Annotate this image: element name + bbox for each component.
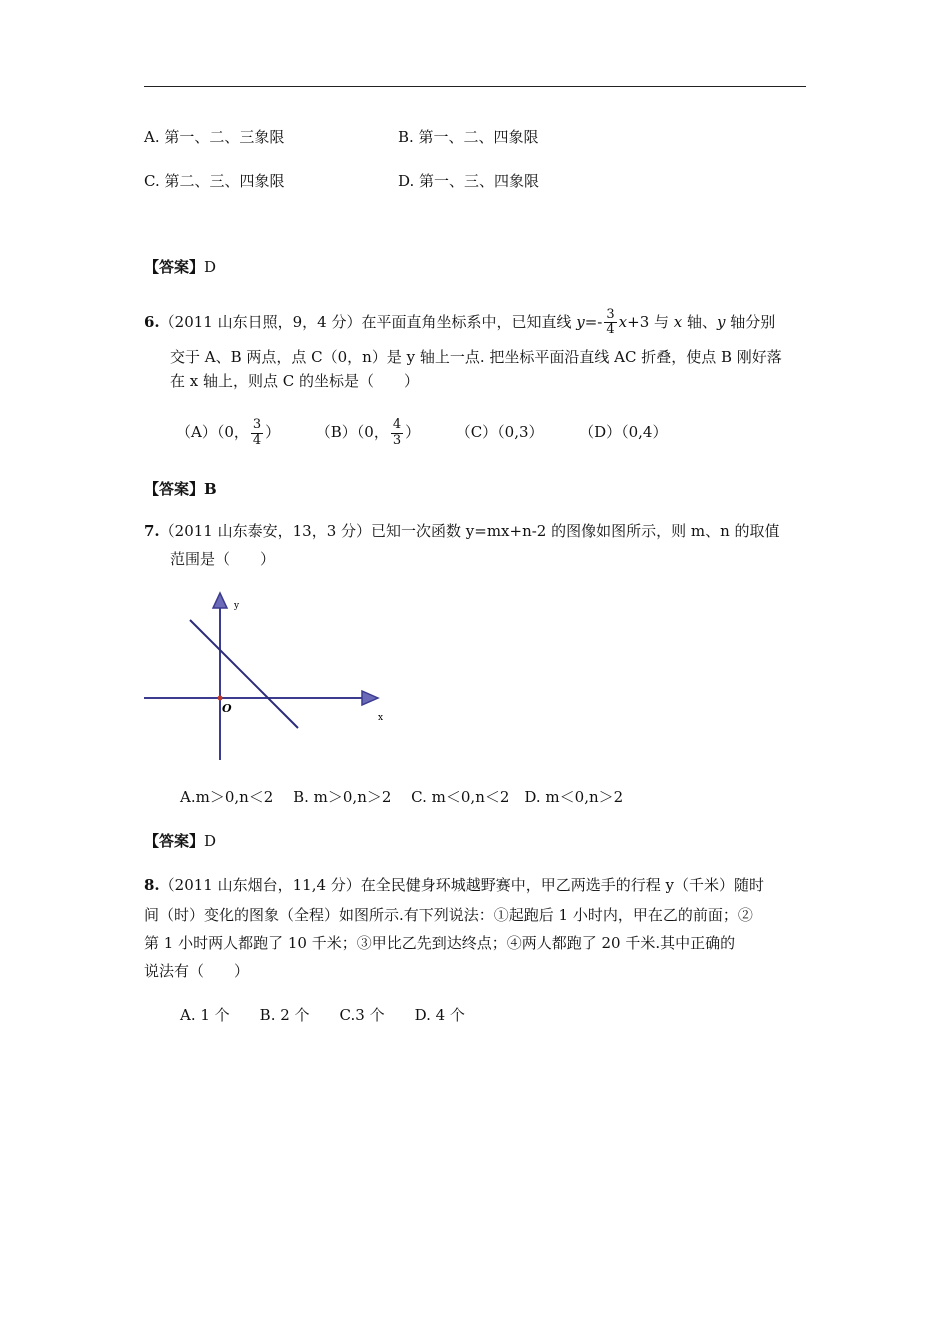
q5-option-b: B. 第一、二、四象限 xyxy=(398,128,539,146)
fraction: $\frac{3}{4}$ xyxy=(252,417,262,448)
q7-graph xyxy=(140,590,390,765)
answer-value: B xyxy=(204,480,217,498)
q8-line1: 8.（2011 山东烟台，11,4 分）在全民健身环城越野赛中，甲乙两选手的行程 y（千米）随时 xyxy=(144,876,765,894)
q5-option-a: A. 第一、二、三象限 xyxy=(144,128,285,146)
q8-line3: 第 1 小时两人都跑了 10 千米；③甲比乙先到达终点；④两人都跑了 20 千米.其中正确的 xyxy=(144,934,736,952)
q7-answer xyxy=(144,830,216,851)
header-rule xyxy=(144,86,806,87)
function-line xyxy=(190,620,298,728)
q6-option-b: （B）（0， $\frac{4}{3}$ ） xyxy=(315,417,421,448)
origin-dot xyxy=(218,696,223,701)
x-axis-label: x xyxy=(378,713,384,723)
q5-option-c: C. 第二、三、四象限 xyxy=(144,172,285,190)
q8-line4: 说法有（ ） xyxy=(144,962,250,980)
y-axis-arrow xyxy=(213,593,227,608)
q6-option-a: （A）（0， $\frac{3}{4}$ ） xyxy=(176,417,281,448)
q5-answer xyxy=(144,256,216,277)
q6-answer xyxy=(144,478,217,499)
q8-line2: 间（时）变化的图象（全程）如图所示.有下列说法：①起跑后 1 小时内，甲在乙的前面；② xyxy=(144,906,753,924)
q6-line1: 6.（2011 山东日照，9，4 分）在平面直角坐标系中，已知直线 y=- $\frac{3}{4}$ x+3 与 x 轴、y 轴分别 xyxy=(144,307,776,338)
y-axis-label: y xyxy=(234,601,240,611)
q8-options: A. 1 个 B. 2 个 C.3 个 D. 4 个 xyxy=(180,1006,465,1024)
q6-option-d: （D）（0,4） xyxy=(579,423,668,441)
q5-option-d: D. 第一、三、四象限 xyxy=(398,172,540,190)
answer-label: 【答案】 xyxy=(144,258,205,276)
answer-label: 【答案】 xyxy=(144,832,205,850)
question-number: 7. xyxy=(144,522,160,540)
x-axis-arrow xyxy=(362,691,378,705)
q7-line2: 范围是（ ） xyxy=(170,550,276,568)
q7-options: A.m＞0,n＜2 B. m＞0,n＞2 C. m＜0,n＜2 D. m＜0,n＞2 xyxy=(180,788,624,806)
q6-options xyxy=(176,412,667,452)
q6-line3: 在 x 轴上，则点 C 的坐标是（ ） xyxy=(170,372,420,390)
fraction: $\frac{3}{4}$ xyxy=(606,307,615,338)
question-number: 8. xyxy=(144,876,160,894)
fraction: $\frac{4}{3}$ xyxy=(392,417,402,448)
origin-label: O xyxy=(222,702,232,715)
q6-option-c: （C）（0,3） xyxy=(455,423,544,441)
answer-label: 【答案】 xyxy=(144,480,205,498)
answer-value: D xyxy=(204,832,217,850)
answer-value: D xyxy=(204,258,217,276)
q6-line2: 交于 A、B 两点，点 C（0，n）是 y 轴上一点. 把坐标平面沿直线 AC 折叠，使点 B 刚好落 xyxy=(170,348,782,366)
question-number: 6. xyxy=(144,312,160,331)
q7-line1: 7.（2011 山东泰安，13，3 分）已知一次函数 y=mx+n-2 的图像如图所示，则 m、n 的取值 xyxy=(144,522,780,540)
